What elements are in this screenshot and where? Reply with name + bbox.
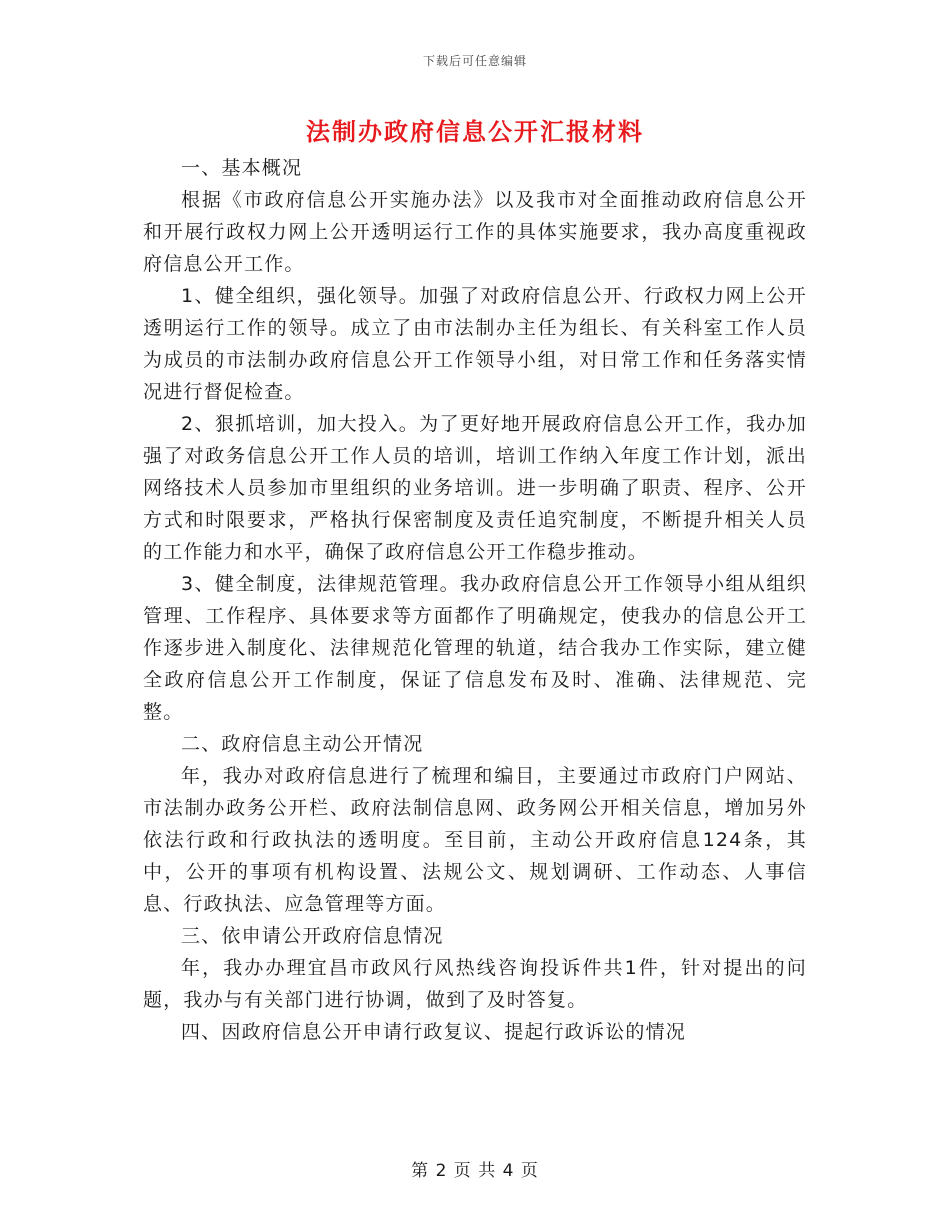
page-number: 第 2 页 共 4 页 [411,1161,539,1181]
section-heading-overview: 一、基本概况 [181,157,303,179]
section-heading-request-disclosure: 三、依申请公开政府信息情况 [181,925,444,947]
paragraph-intro: 根据《市政府信息公开实施办法》以及我市对全面推动政府信息公开和开展行政权力网上公开透明运行工作的具体实施要求，我办高度重视政府信息公开工作。 [143,189,807,275]
paragraph-active-disclosure: 年，我办对政府信息进行了梳理和编目，主要通过市政府门户网站、市法制办政务公开栏、政府法制信息网、政务网公开相关信息，增加另外依法行政和行政执法的透明度。至目前，主动公开政府信息124条，其中，公开的事项有机构设置、法规公文、规划调研、工作动态、人事信息、行政执法、应急管理等方面。 [143,765,807,915]
paragraph-training: 2、狠抓培训，加大投入。为了更好地开展政府信息公开工作，我办加强了对政务信息公开工作人员的培训，培训工作纳入年度工作计划，派出网络技术人员参加市里组织的业务培训。进一步明确了职责、程序、公开方式和时限要求，严格执行保密制度及责任追究制度，不断提升相关人员的工作能力和水平，确保了政府信息公开工作稳步推动。 [143,413,807,563]
document-title: 法制办政府信息公开汇报材料 [306,118,644,146]
paragraph-organization: 1、健全组织，强化领导。加强了对政府信息公开、行政权力网上公开透明运行工作的领导。成立了由市法制办主任为组长、有关科室工作人员为成员的市法制办政府信息公开工作领导小组，对日常工作和任务落实情况进行督促检查。 [143,285,807,403]
section-heading-active-disclosure: 二、政府信息主动公开情况 [181,733,424,755]
section-heading-review-litigation: 四、因政府信息公开申请行政复议、提起行政诉讼的情况 [181,1021,687,1043]
document-body [143,152,807,1048]
paragraph-request-disclosure: 年，我办办理宜昌市政风行风热线咨询投诉件共1件，针对提出的问题，我办与有关部门进行协调，做到了及时答复。 [143,957,807,1011]
page-header-note: 下载后可任意编辑 [422,54,527,68]
paragraph-system: 3、健全制度，法律规范管理。我办政府信息公开工作领导小组从组织管理、工作程序、具体要求等方面都作了明确规定，使我办的信息公开工作逐步进入制度化、法律规范化管理的轨道，结合我办工作实际，建立健全政府信息公开工作制度，保证了信息发布及时、准确、法律规范、完整。 [143,573,807,723]
